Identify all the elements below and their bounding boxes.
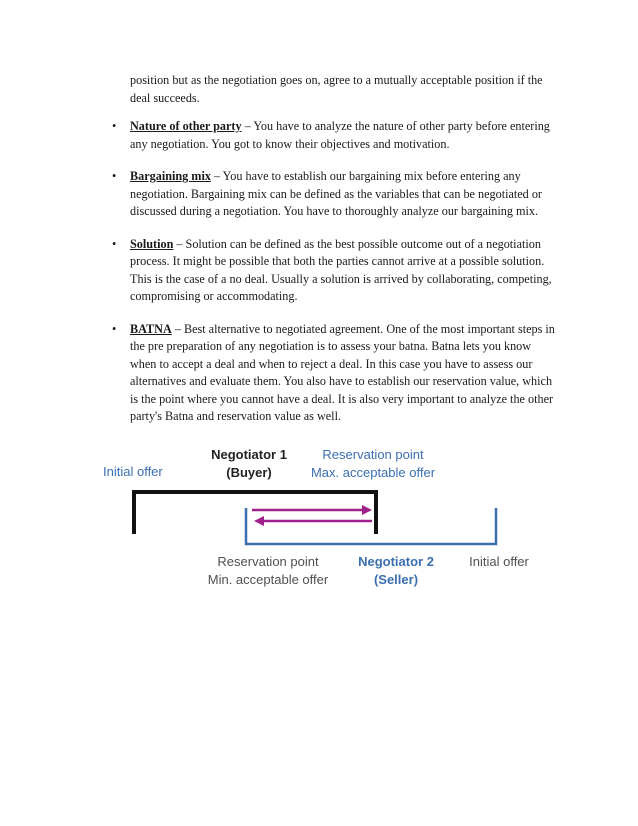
term-description: – You have to establish our bargaining mix before entering any negotiation. Bargaining mix can be defined as the variables that can be negotiated or discussed during a negotiation. You have to thoroughly analyze our bargaining mix.: [130, 169, 542, 218]
seller-reservation-label: Reservation point: [217, 554, 319, 569]
arrowhead-right-icon: [362, 505, 372, 515]
term-label: Nature of other party: [130, 119, 242, 133]
list-item-bargaining-mix: [112, 168, 556, 221]
buyer-range-bracket: [134, 492, 376, 534]
arrowhead-left-icon: [254, 516, 264, 526]
bullet-icon: •: [112, 321, 117, 336]
bullet-icon: •: [112, 169, 117, 183]
term-description: – Best alternative to negotiated agreement. One of the most important steps in the pre preparation of any negotiation is to assess your batna. Batna lets you know when to accept a deal and when to reject a deal. In this case you have to assess our alternatives and evaluate them. You also have to establish our reservation value, which is the point where you cannot have a deal. It is also very important to analyze the other party's Batna and reservation value as well.: [130, 321, 555, 423]
term-description: – You have to analyze the nature of other party before entering any negotiation. You got to know their objectives and motivation.: [130, 119, 550, 151]
buyer-max-offer-label: Max. acceptable offer: [310, 465, 436, 480]
negotiator2-title: Negotiator 2: [358, 554, 434, 569]
term-label: Bargaining mix: [130, 169, 211, 183]
negotiation-range-diagram: [0, 430, 638, 590]
buyer-reservation-label: Reservation point: [322, 447, 424, 462]
list-item-nature-of-other-party: [112, 118, 556, 153]
continuation-paragraph: position but as the negotiation goes on, agree to a mutually acceptable position if the deal succeeds.: [130, 73, 543, 105]
list-item-solution: [112, 236, 556, 306]
bullet-icon: •: [112, 119, 117, 133]
list-item-batna: [112, 321, 556, 426]
negotiator2-role: (Seller): [373, 572, 419, 587]
term-description: – Solution can be defined as the best possible outcome out of a negotiation process. It might be possible that both the parties cannot arrive at a possible solution. This is the case of a no deal. Usually a solution is arrived by collaborating, competing, compromising or accommodating.: [130, 236, 552, 303]
negotiator1-role: (Buyer): [226, 465, 272, 480]
seller-initial-offer-label: Initial offer: [469, 554, 529, 569]
bullet-list: [112, 118, 556, 441]
seller-min-offer-label: Min. acceptable offer: [207, 572, 329, 587]
seller-range-bracket: [246, 508, 496, 544]
term-label: BATNA: [130, 321, 172, 336]
negotiator1-title: Negotiator 1: [211, 447, 287, 462]
buyer-initial-offer-label: Initial offer: [103, 464, 163, 479]
bullet-icon: •: [112, 236, 117, 251]
term-label: Solution: [130, 236, 174, 251]
